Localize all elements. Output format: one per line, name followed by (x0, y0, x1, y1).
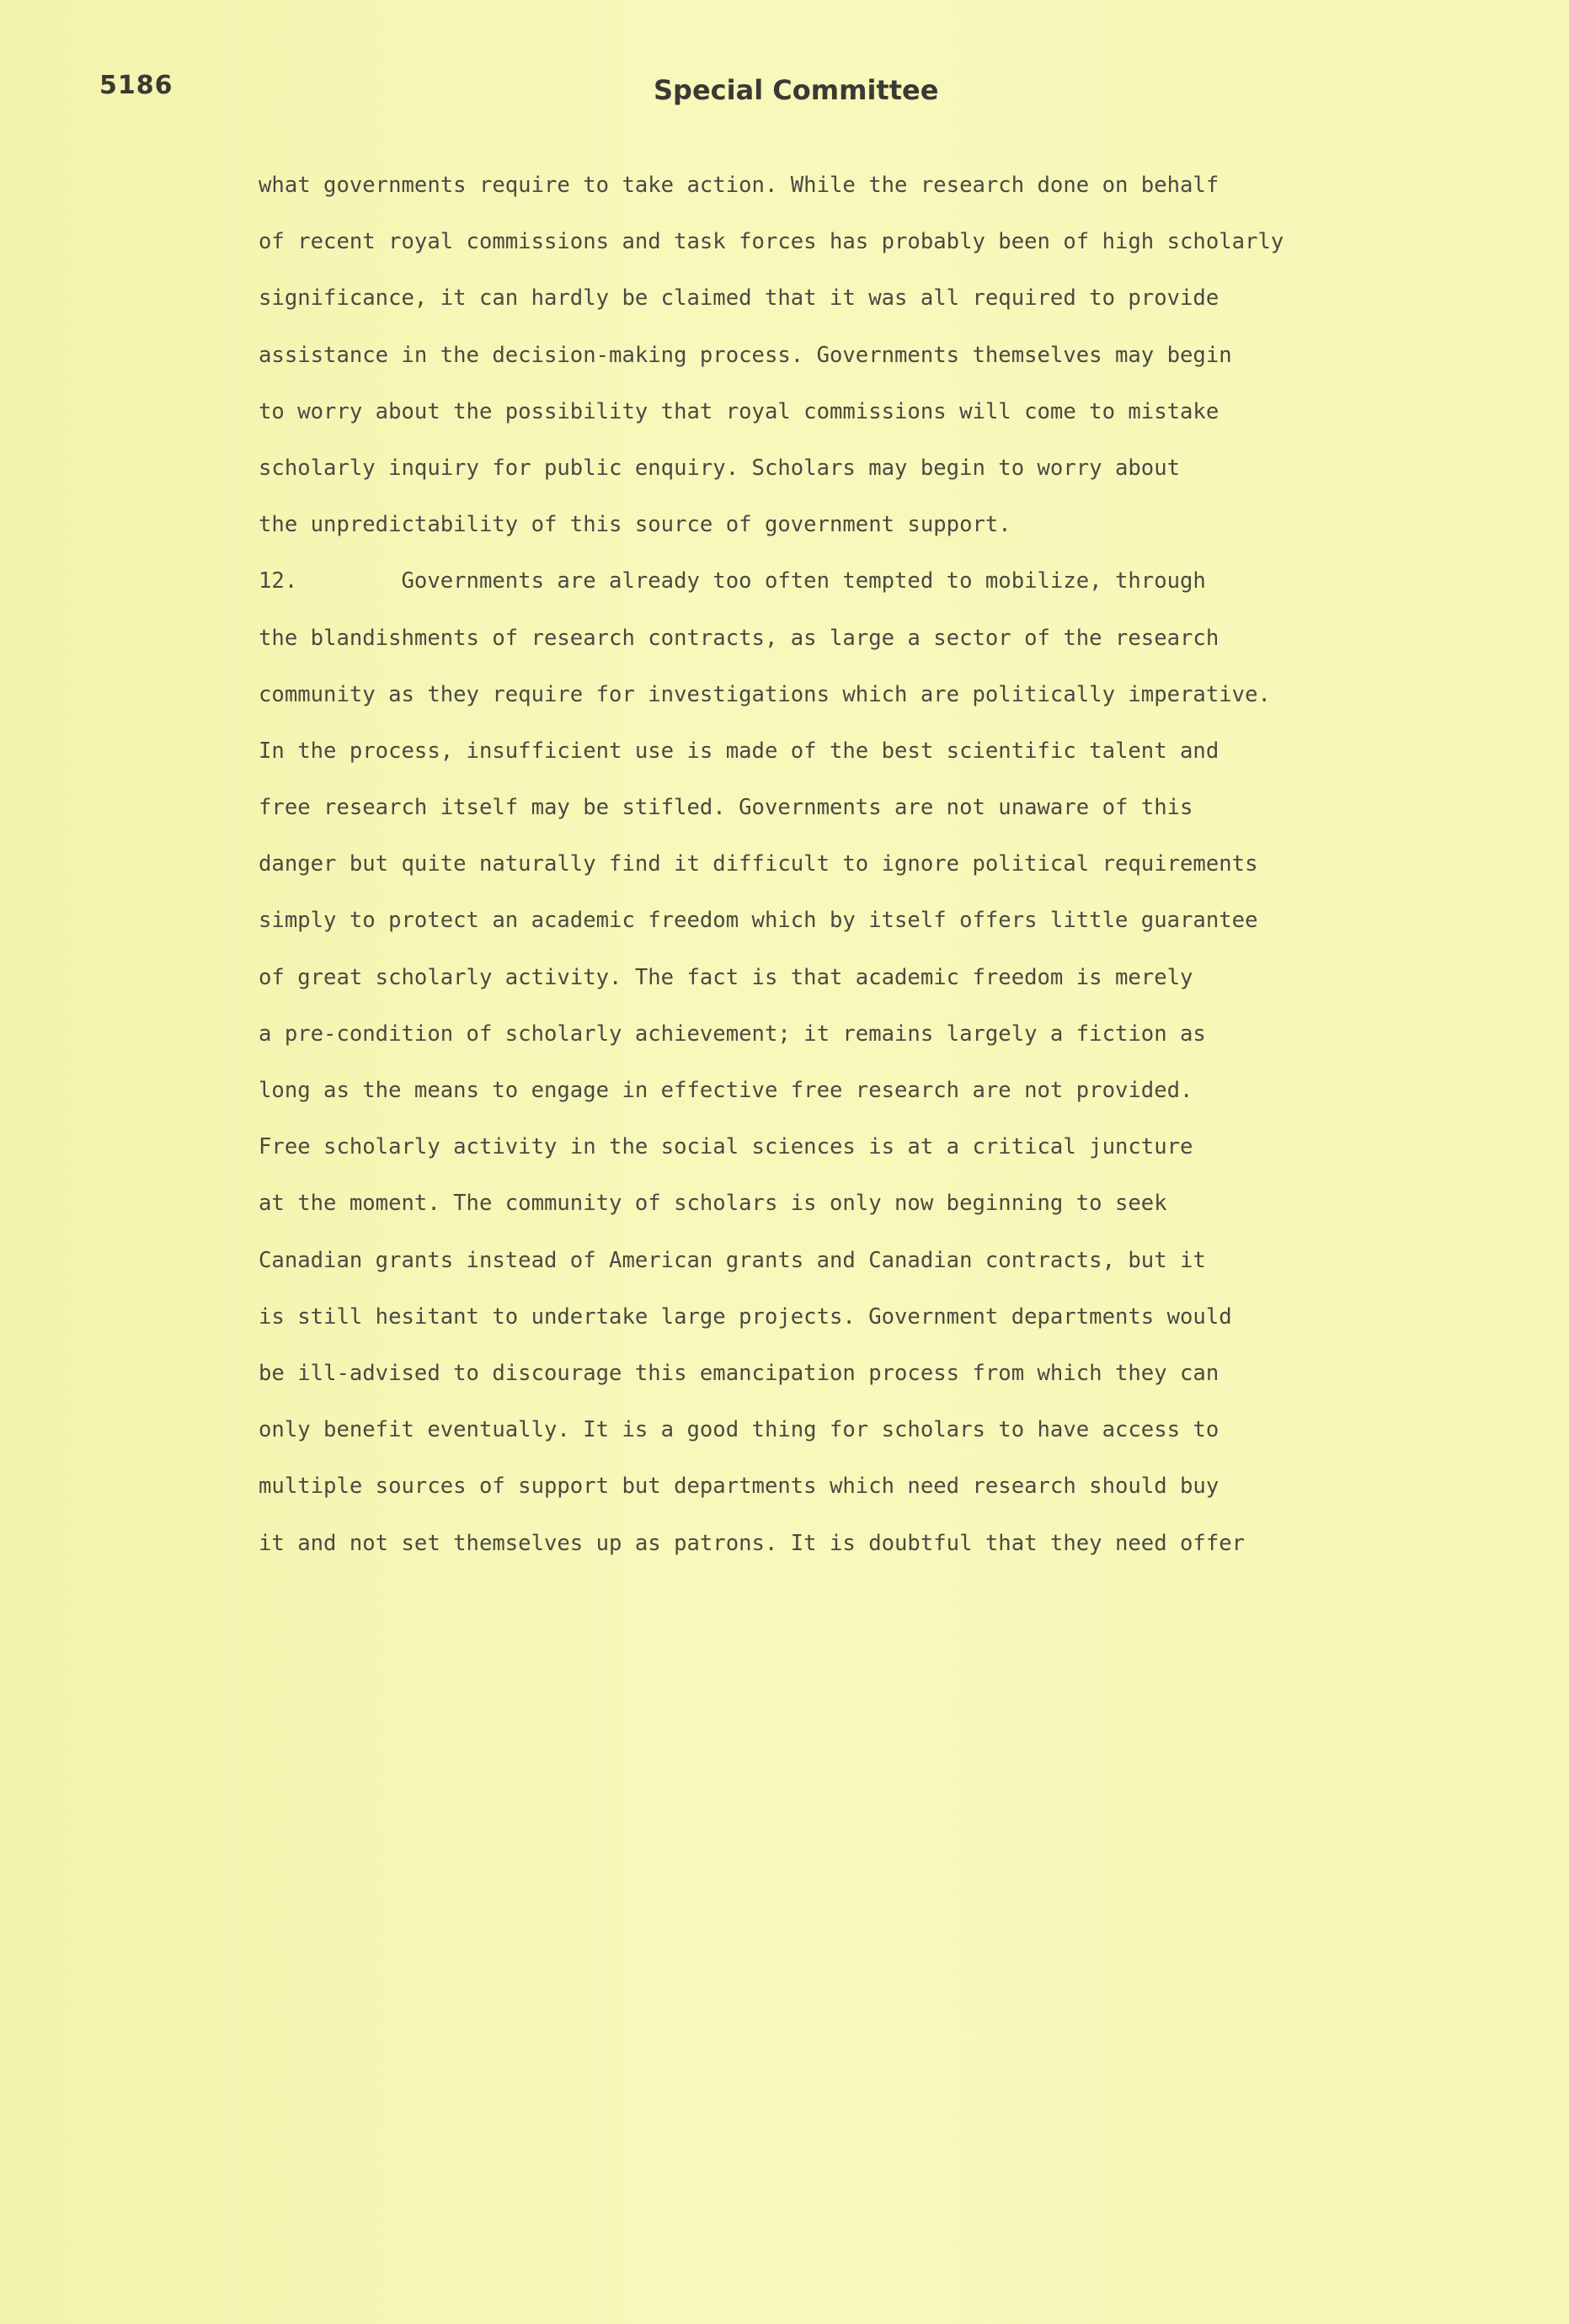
text-line: free research itself may be stifled. Governments are not unaware of this (259, 795, 1193, 821)
text-line: danger but quite naturally find it difficult to ignore political requirements (259, 851, 1258, 877)
text-line: of great scholarly activity. The fact is that academic freedom is merely (259, 964, 1193, 990)
text-line: Canadian grants instead of American grants and Canadian contracts, but it (259, 1247, 1206, 1273)
text-line: what governments require to take action. While the research done on behalf (259, 173, 1219, 198)
text-line: to worry about the possibility that royal commissions will come to mistake (259, 398, 1219, 424)
text-line: only benefit eventually. It is a good thing for scholars to have access to (259, 1417, 1219, 1443)
text-line: the unpredictability of this source of government support. (259, 512, 1011, 538)
text-line: significance, it can hardly be claimed that it was all required to provide (259, 285, 1219, 312)
text-line: Free scholarly activity in the social sciences is at a critical juncture (259, 1134, 1193, 1160)
text-line: it and not set themselves up as patrons. It is doubtful that they need offer (259, 1530, 1246, 1556)
text-line: be ill-advised to discourage this emancipation process from which they can (259, 1360, 1219, 1386)
text-line: In the process, insufficient use is made of the best scientific talent and (259, 738, 1219, 764)
running-head-title: Special Committee (654, 74, 939, 106)
paragraph-12-start: 12. Governments are already too often tempted to mobilize, through (259, 568, 1206, 594)
text-line: is still hesitant to undertake large projects. Government departments would (259, 1303, 1232, 1330)
page-number: 5186 (99, 71, 173, 100)
text-line: of recent royal commissions and task forces has probably been of high scholarly (259, 229, 1284, 255)
body-text (259, 170, 1404, 1585)
text-line: the blandishments of research contracts, as large a sector of the research (259, 625, 1219, 651)
text-line: community as they require for investigations which are politically imperative. (259, 681, 1271, 707)
text-line: a pre-condition of scholarly achievement; it remains largely a fiction as (259, 1021, 1206, 1047)
text-line: long as the means to engage in effective free research are not provided. (259, 1078, 1193, 1103)
text-line: simply to protect an academic freedom which by itself offers little guarantee (259, 908, 1258, 934)
text-line: multiple sources of support but departments which need research should buy (259, 1474, 1219, 1500)
text-line: assistance in the decision-making process. Governments themselves may begin (259, 342, 1232, 368)
text-line: at the moment. The community of scholars is only now beginning to seek (259, 1191, 1167, 1217)
text-line: scholarly inquiry for public enquiry. Scholars may begin to worry about (259, 455, 1181, 481)
